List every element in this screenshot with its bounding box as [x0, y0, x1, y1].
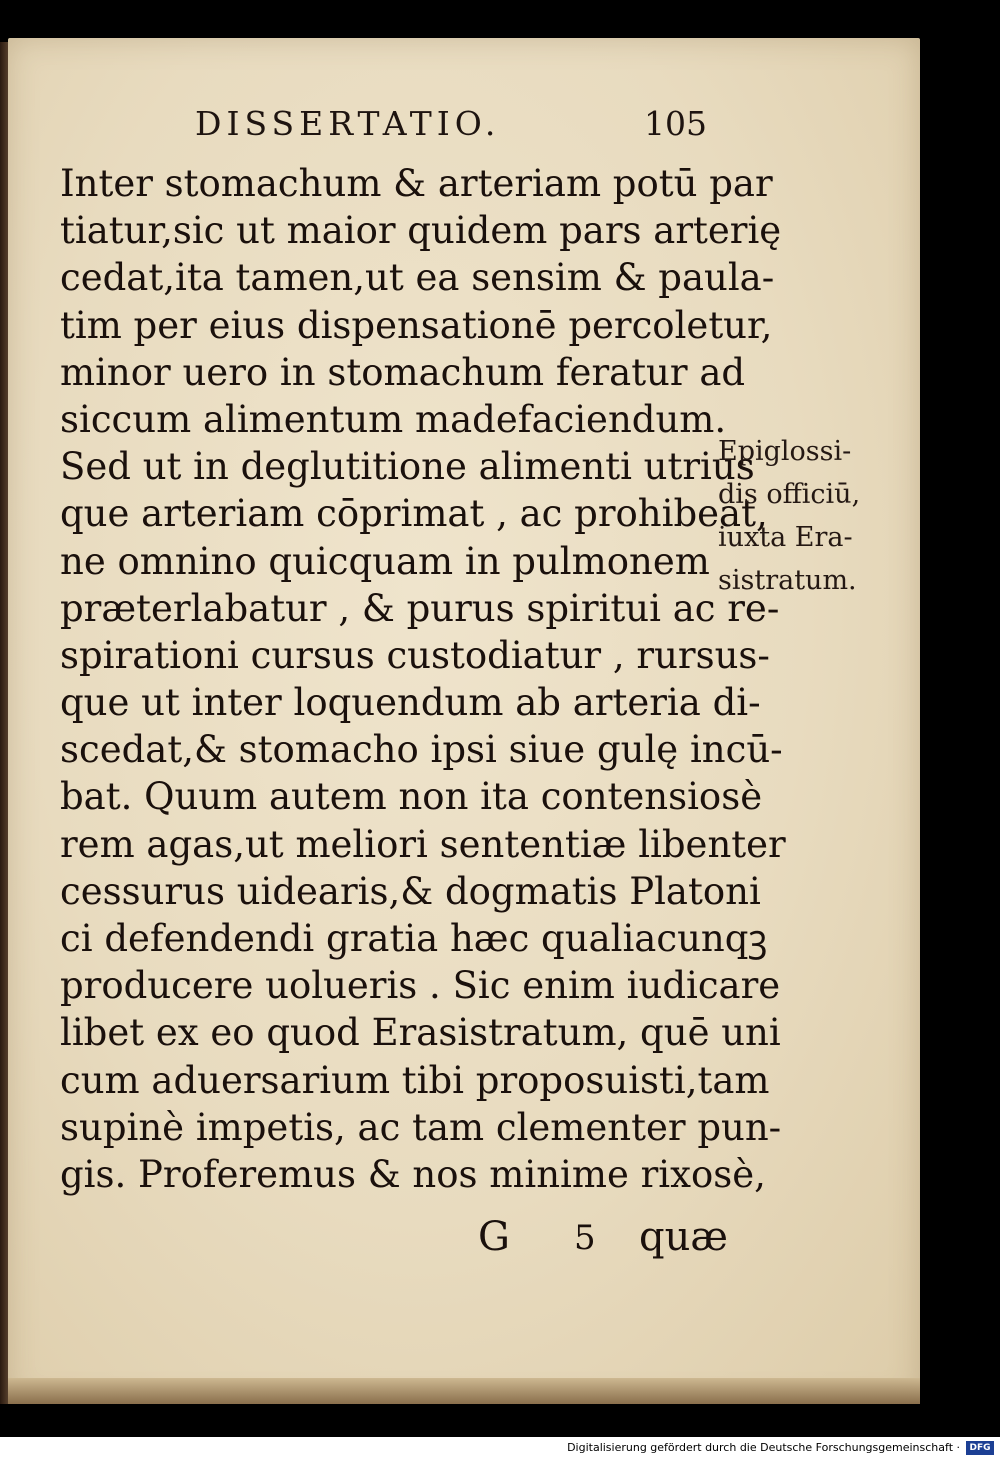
text-line: tiatur,sic ut maior quidem pars arterię	[60, 209, 782, 253]
text-line: præterlabatur , & purus spiritui ac re-	[60, 586, 780, 630]
text-line: tim per eius dispensationē percoletur,	[60, 303, 773, 347]
text-line: ci defendendi gratia hæc qualiacunqꝫ	[60, 917, 768, 960]
signature-line	[474, 1214, 734, 1266]
text-line: producere uolueris . Sic enim iudicare	[60, 964, 781, 1008]
marginal-note	[718, 430, 908, 602]
text-line: spirationi cursus custodiatur , rursus-	[60, 633, 770, 677]
text-line: rem agas,ut meliori sententiæ libenter	[60, 822, 786, 866]
dfg-logo-icon: DFG	[966, 1441, 994, 1455]
text-line: scedat,& stomacho ipsi siue gulę incū-	[60, 728, 783, 772]
text-line: gis. Proferemus & nos minime rixosè,	[60, 1152, 766, 1196]
text-line: supinè impetis, ac tam clementer pun-	[60, 1105, 782, 1149]
text-line: que ut inter loquendum ab arteria di-	[60, 681, 761, 725]
text-line: cessurus uidearis,& dogmatis Platoni	[60, 869, 761, 913]
text-line: siccum alimentum madefaciendum.	[60, 397, 727, 441]
running-title: DISSERTATIO.	[195, 104, 501, 143]
funding-notice: Digitalisierung gefördert durch die Deutsche Forschungsgemeinschaft ·	[567, 1441, 960, 1454]
marginal-note-line: dis officiū,	[718, 479, 861, 510]
catchword: quæ	[639, 1214, 728, 1260]
signature-letter: G	[478, 1214, 510, 1260]
marginal-note-line: Epiglossi-	[718, 436, 852, 467]
text-line: bat. Quum autem non ita contensiosè	[60, 775, 763, 819]
text-line: ne omnino quicquam in pulmonem	[60, 539, 710, 583]
text-line: cedat,ita tamen,ut ea sensim & paula-	[60, 256, 775, 300]
text-line: Inter stomachum & arteriam potū par	[60, 162, 773, 205]
page-edge	[8, 1378, 920, 1404]
signature-number: 5	[574, 1218, 596, 1258]
page-number: 105	[644, 104, 707, 143]
footer-bar	[0, 1437, 1000, 1461]
text-line: Sed ut in deglutitione alimenti utrius	[60, 445, 755, 489]
text-line: cum aduersarium tibi proposuisti,tam	[60, 1058, 770, 1102]
text-line: libet ex eo quod Erasistratum, quē uni	[60, 1011, 781, 1055]
running-head	[195, 104, 715, 148]
text-line: que arteriam cōprimat , ac prohibeat,	[60, 492, 768, 536]
marginal-note-line: sistratum.	[718, 565, 857, 596]
marginal-note-line: iuxta Era-	[718, 522, 853, 553]
text-line: minor uero in stomachum feratur ad	[60, 350, 746, 394]
